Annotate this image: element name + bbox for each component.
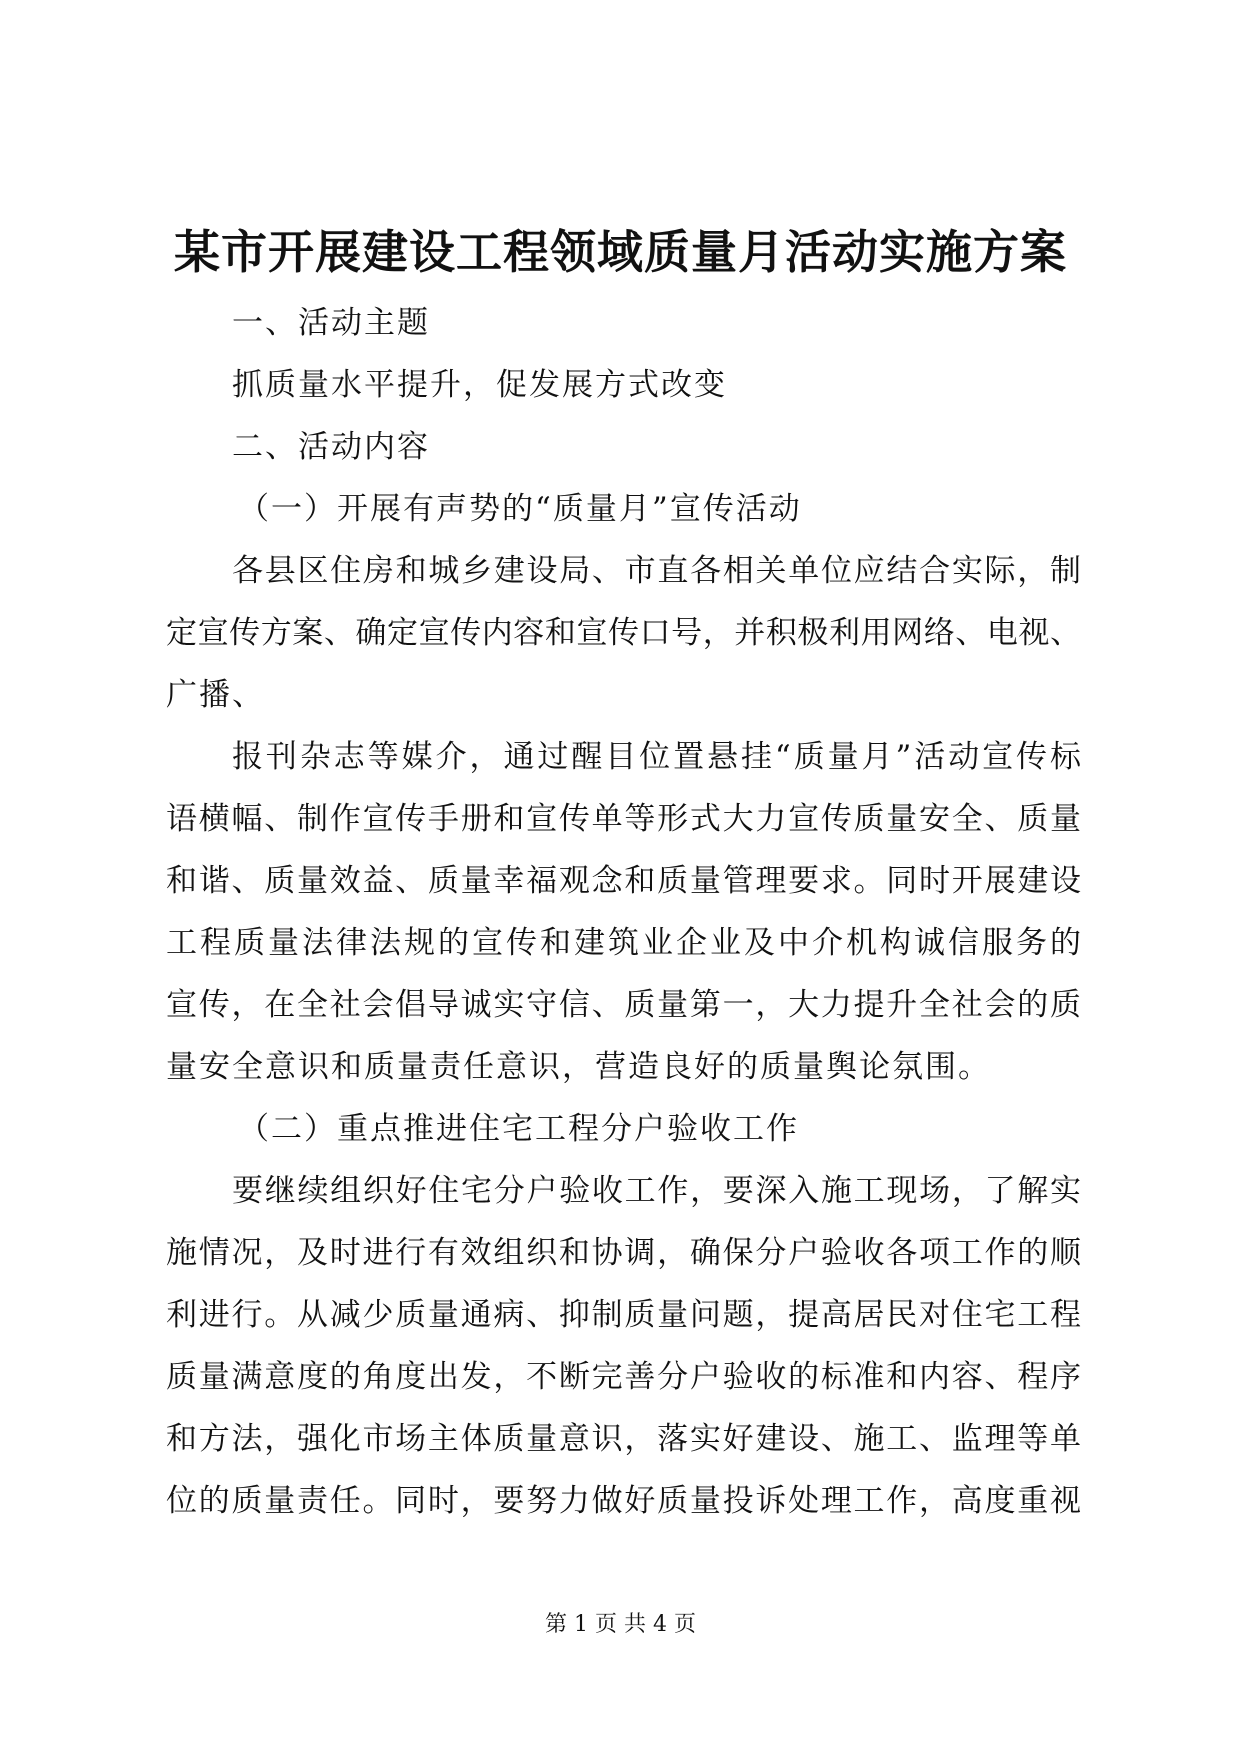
paragraph-line: 工程质量法律法规的宣传和建筑业企业及中介机构诚信服务的 bbox=[166, 925, 1081, 961]
section-heading: 一、活动主题 bbox=[232, 305, 430, 341]
paragraph-line: 广播、 bbox=[166, 677, 265, 713]
page-number-footer: 第 1 页 共 4 页 bbox=[545, 1612, 696, 1637]
paragraph-line: 施情况，及时进行有效组织和协调，确保分户验收各项工作的顺 bbox=[166, 1235, 1081, 1271]
paragraph-line: 和谐、质量效益、质量幸福观念和质量管理要求。同时开展建设 bbox=[166, 863, 1081, 899]
paragraph-line: 语横幅、制作宣传手册和宣传单等形式大力宣传质量安全、质量 bbox=[166, 801, 1081, 837]
paragraph-line: 各县区住房和城乡建设局、市直各相关单位应结合实际，制 bbox=[232, 553, 1081, 589]
document-body bbox=[166, 292, 1081, 1532]
paragraph-line: 宣传，在全社会倡导诚实守信、质量第一，大力提升全社会的质 bbox=[166, 987, 1081, 1023]
section-heading: 二、活动内容 bbox=[232, 429, 430, 465]
paragraph-line: 定宣传方案、确定宣传内容和宣传口号，并积极利用网络、电视、 bbox=[166, 615, 1081, 651]
paragraph-line: 位的质量责任。同时，要努力做好质量投诉处理工作，高度重视 bbox=[166, 1483, 1081, 1519]
paragraph-line: 报刊杂志等媒介，通过醒目位置悬挂“质量月”活动宣传标 bbox=[232, 739, 1081, 775]
paragraph-line: 质量满意度的角度出发，不断完善分户验收的标准和内容、程序 bbox=[166, 1359, 1081, 1395]
paragraph-line: 量安全意识和质量责任意识，营造良好的质量舆论氛围。 bbox=[166, 1049, 991, 1085]
paragraph-line: 和方法，强化市场主体质量意识，落实好建设、施工、监理等单 bbox=[166, 1421, 1081, 1457]
paragraph-line: 要继续组织好住宅分户验收工作，要深入施工现场，了解实 bbox=[232, 1173, 1081, 1209]
paragraph-line: 利进行。从减少质量通病、抑制质量问题，提高居民对住宅工程 bbox=[166, 1297, 1081, 1333]
document-title: 某市开展建设工程领域质量月活动实施方案 bbox=[174, 225, 1067, 279]
paragraph-line: 抓质量水平提升，促发展方式改变 bbox=[232, 367, 727, 403]
subsection-heading: （二）重点推进住宅工程分户验收工作 bbox=[238, 1111, 799, 1147]
subsection-heading: （一）开展有声势的“质量月”宣传活动 bbox=[238, 491, 802, 527]
